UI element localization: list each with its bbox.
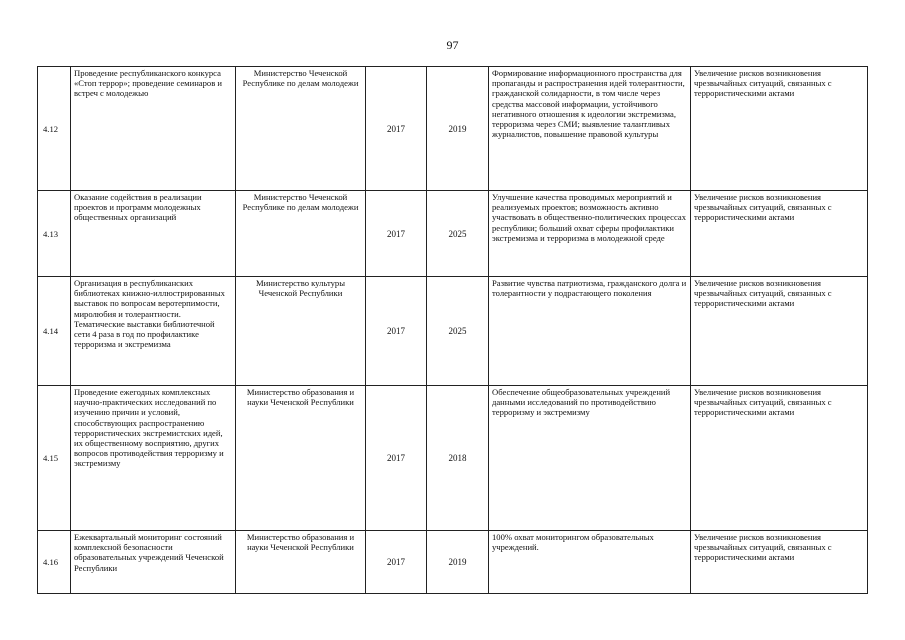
- end-year-cell: 2019: [427, 67, 489, 191]
- start-year-cell: 2017: [366, 531, 427, 594]
- risk-cell: Увеличение рисков возникновения чрезвычайных ситуаций, связанных с террористическими актами: [691, 67, 868, 191]
- end-year-cell: 2025: [427, 191, 489, 277]
- end-year-cell: 2018: [427, 386, 489, 531]
- row-number: 4.13: [38, 191, 71, 277]
- risk-cell: Увеличение рисков возникновения чрезвычайных ситуаций, связанных с террористическими актами: [691, 277, 868, 386]
- measures-table: [37, 66, 868, 594]
- executor-cell: Министерство образования и науки Чеченской Республики: [236, 386, 366, 531]
- result-cell: 100% охват мониторингом образовательных учреждений.: [489, 531, 691, 594]
- event-cell: Проведение ежегодных комплексных научно-практических исследований по изучению причин и условий, способствующих распространению террористических экстремистских идей, их общественному восприятию, других вопросов противодействия терроризму и экстремизму: [71, 386, 236, 531]
- table-row: [38, 386, 868, 531]
- executor-cell: Министерство образования и науки Чеченской Республики: [236, 531, 366, 594]
- row-number: 4.16: [38, 531, 71, 594]
- row-number: 4.15: [38, 386, 71, 531]
- end-year-cell: 2025: [427, 277, 489, 386]
- result-cell: Обеспечение общеобразовательных учреждений данными исследований по противодействию терроризму и экстремизму: [489, 386, 691, 531]
- event-cell: Организация в республиканских библиотеках книжно-иллюстрированных выставок по вопросам веротерпимости, миролюбия и толерантности. Тематические выставки библиотечной сети 4 раза в год по профилактике терроризма и экстремизма: [71, 277, 236, 386]
- row-number: 4.12: [38, 67, 71, 191]
- result-cell: Формирование информационного пространства для пропаганды и распространения идей толерантности, гражданской солидарности, в том числе через средства массовой информации, устойчивого негативного отношения к идеологии экстремизма, терроризма через СМИ; выявление талантливых журналистов, повышение правовой культуры: [489, 67, 691, 191]
- table-row: [38, 67, 868, 191]
- event-cell: Проведение республиканского конкурса «Стоп террор»; проведение семинаров и встреч с молодежью: [71, 67, 236, 191]
- result-cell: Развитие чувства патриотизма, гражданского долга и толерантности у подрастающего поколения: [489, 277, 691, 386]
- executor-cell: Министерство Чеченской Республике по делам молодежи: [236, 67, 366, 191]
- risk-cell: Увеличение рисков возникновения чрезвычайных ситуаций, связанных с террористическими актами: [691, 386, 868, 531]
- start-year-cell: 2017: [366, 386, 427, 531]
- table-row: [38, 277, 868, 386]
- table-row: [38, 531, 868, 594]
- executor-cell: Министерство Чеченской Республике по делам молодежи: [236, 191, 366, 277]
- end-year-cell: 2019: [427, 531, 489, 594]
- risk-cell: Увеличение рисков возникновения чрезвычайных ситуаций, связанных с террористическими актами: [691, 191, 868, 277]
- page-number: 97: [446, 38, 459, 52]
- event-cell: Ежеквартальный мониторинг состояний комплексной безопасности образовательных учреждений Чеченской Республики: [71, 531, 236, 594]
- risk-cell: Увеличение рисков возникновения чрезвычайных ситуаций, связанных с террористическими актами: [691, 531, 868, 594]
- start-year-cell: 2017: [366, 191, 427, 277]
- event-cell: Оказание содействия в реализации проектов и программ молодежных общественных организаций: [71, 191, 236, 277]
- result-cell: Улучшение качества проводимых мероприятий и реализуемых проектов; возможность активно участвовать в общественно-политических процессах республики; больший охват сферы профилактики экстремизма и терроризма в молодежной среде: [489, 191, 691, 277]
- row-number: 4.14: [38, 277, 71, 386]
- start-year-cell: 2017: [366, 277, 427, 386]
- executor-cell: Министерство культуры Чеченской Республики: [236, 277, 366, 386]
- start-year-cell: 2017: [366, 67, 427, 191]
- table-row: [38, 191, 868, 277]
